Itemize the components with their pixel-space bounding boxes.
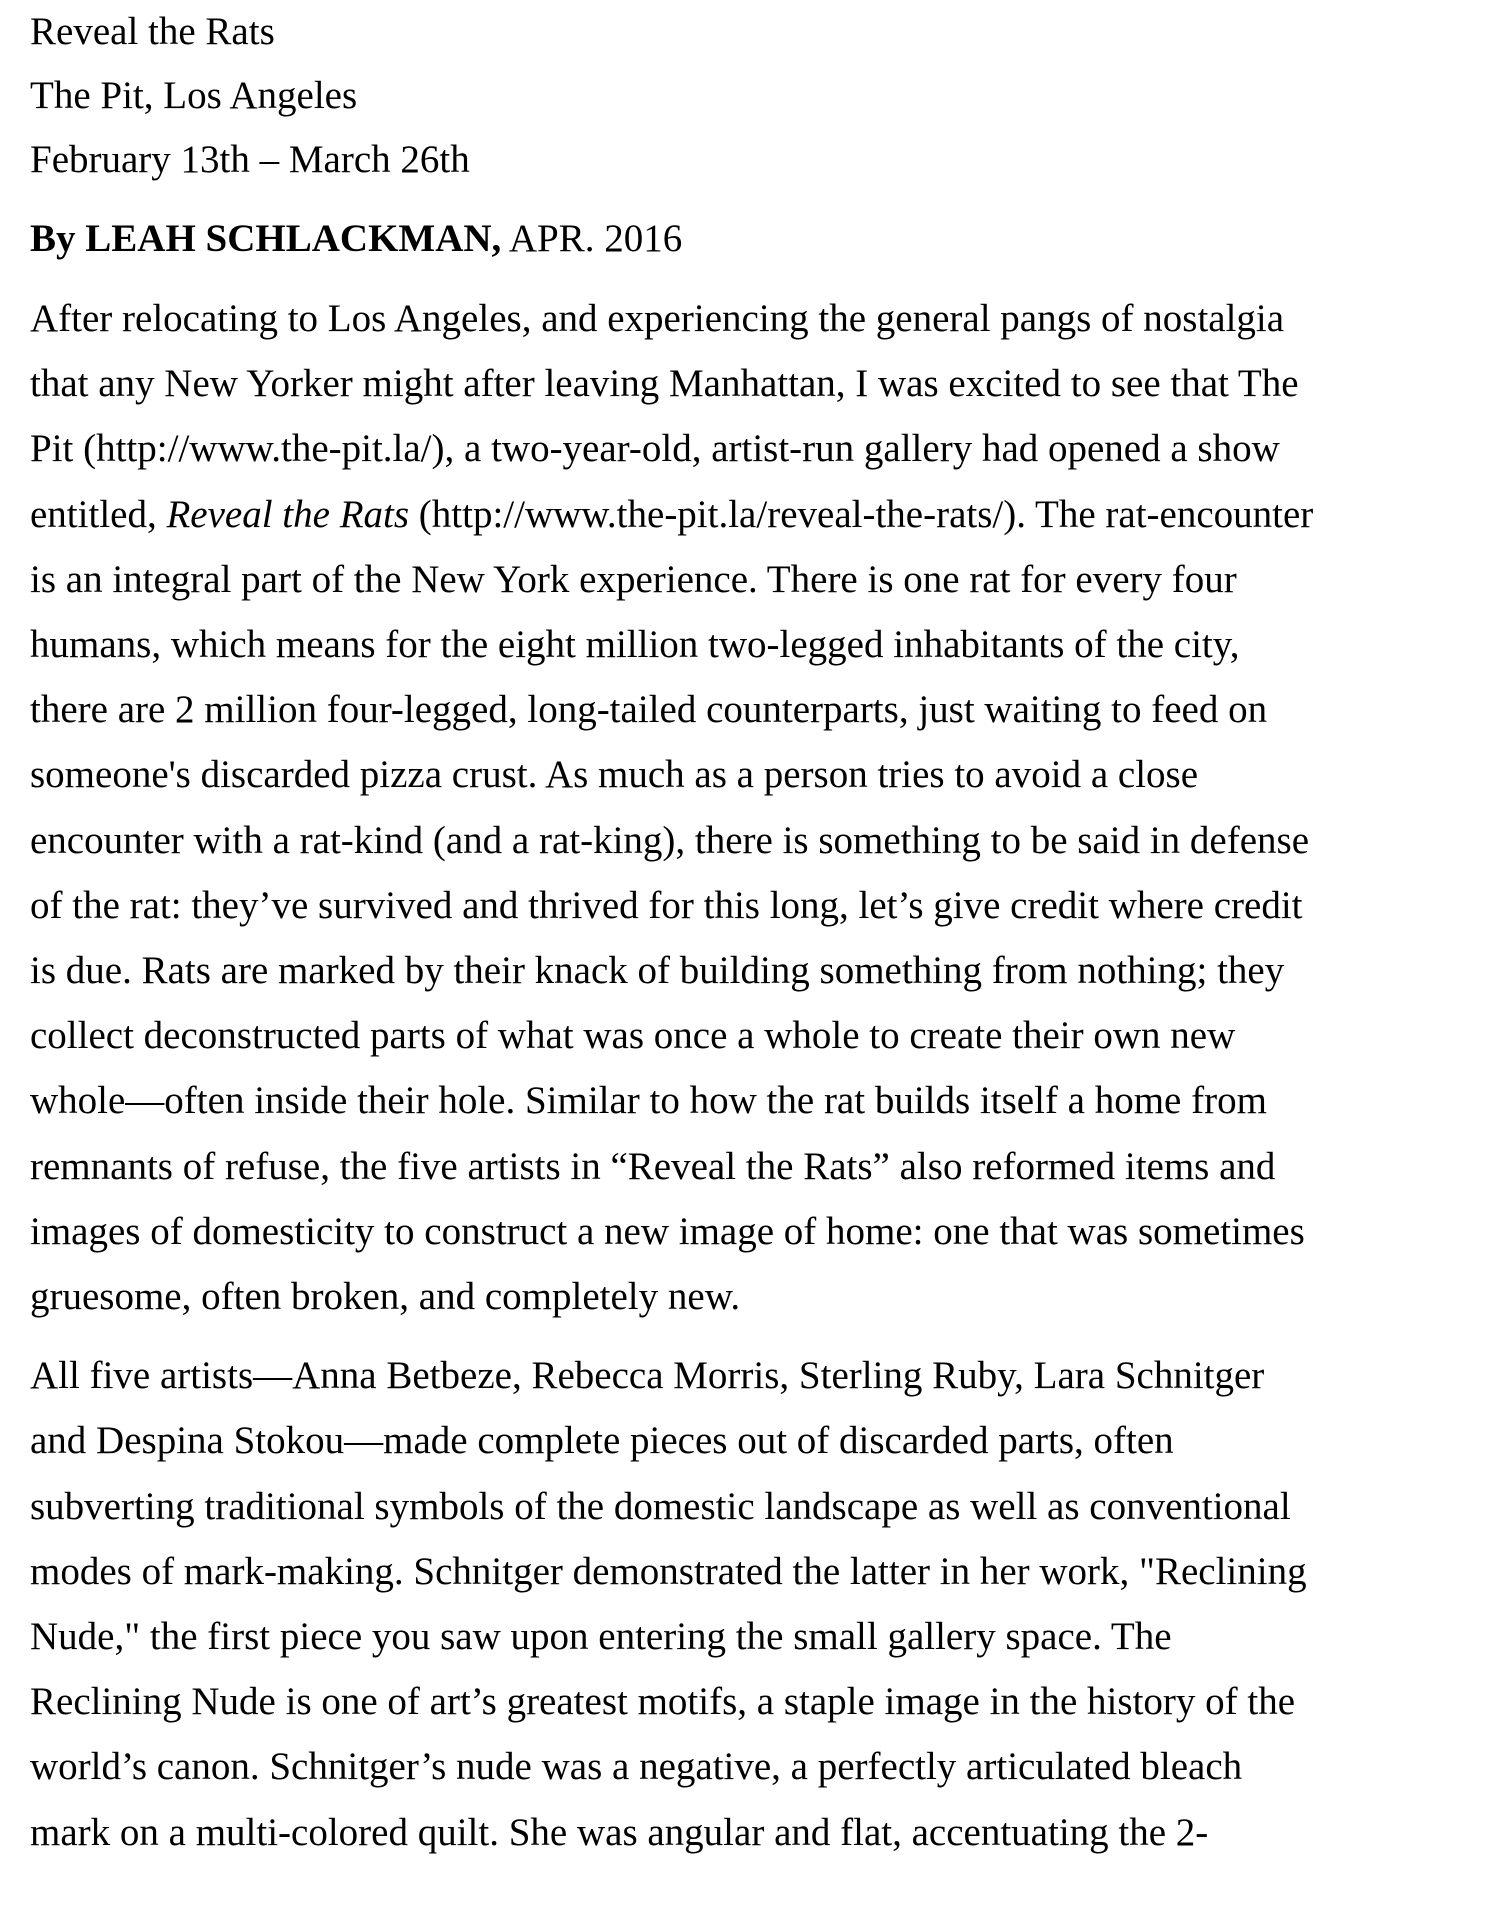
text-line: of the rat: they’ve survived and thrived for this long, let’s give credit where credit	[30, 883, 1303, 927]
text-line: humans, which means for the eight million two-legged inhabitants of the city,	[30, 623, 1240, 667]
author-name: By LEAH SCHLACKMAN,	[30, 217, 502, 260]
show-title-italic: Reveal the Rats	[166, 492, 410, 536]
text-line: After relocating to Los Angeles, and experiencing the general pangs of nostalgia	[30, 297, 1285, 340]
text-line: encounter with a rat-kind (and a rat-king), there is something to be said in defense	[30, 818, 1310, 862]
text-line: is due. Rats are marked by their knack of building something from nothing; they	[30, 949, 1285, 993]
text-line: Reclining Nude is one of art’s greatest motifs, a staple image in the history of the	[30, 1680, 1296, 1724]
text-line: modes of mark-making. Schnitger demonstrated the latter in her work, "Reclining	[30, 1549, 1307, 1593]
paragraph-1	[30, 286, 1470, 1329]
text-line: someone's discarded pizza crust. As much as a person tries to avoid a close	[30, 753, 1199, 797]
text-line: and Despina Stokou—made complete pieces out of discarded parts, often	[30, 1419, 1174, 1463]
text-line: whole—often inside their hole. Similar to how the rat builds itself a home from	[30, 1079, 1267, 1123]
exhibition-dates: February 13th – March 26th	[30, 138, 470, 181]
paragraph-2	[30, 1343, 1470, 1865]
text-line: remnants of refuse, the five artists in “Reveal the Rats” also reformed items and	[30, 1144, 1276, 1188]
text-line: mark on a multi-colored quilt. She was angular and flat, accentuating the 2-	[30, 1810, 1209, 1854]
exhibition-title: Reveal the Rats	[30, 10, 275, 53]
publish-date: APR. 2016	[501, 217, 683, 260]
show-link-text: (http://www.the-pit.la/reveal-the-rats/). The rat-encounter	[409, 492, 1314, 536]
exhibition-header	[30, 0, 1470, 192]
text-line: images of domesticity to construct a new image of home: one that was sometimes	[30, 1209, 1305, 1253]
text-segment: entitled,	[30, 492, 167, 536]
text-line: there are 2 million four-legged, long-tailed counterparts, just waiting to feed on	[30, 688, 1268, 732]
text-line: collect deconstructed parts of what was once a whole to create their own new	[30, 1014, 1236, 1058]
text-line: world’s canon. Schnitger’s nude was a negative, a perfectly articulated bleach	[30, 1745, 1243, 1789]
text-line: that any New Yorker might after leaving Manhattan, I was excited to see that The	[30, 362, 1299, 406]
text-line: is an integral part of the New York experience. There is one rat for every four	[30, 557, 1237, 601]
text-line: Nude," the first piece you saw upon entering the small gallery space. The	[30, 1615, 1172, 1659]
text-line-with-title	[30, 482, 1470, 547]
text-line: All five artists—Anna Betbeze, Rebecca Morris, Sterling Ruby, Lara Schnitger	[30, 1354, 1265, 1398]
exhibition-venue: The Pit, Los Angeles	[30, 74, 358, 117]
text-line: Pit (http://www.the-pit.la/), a two-year-old, artist-run gallery had opened a show	[30, 427, 1280, 471]
text-line: gruesome, often broken, and completely new.	[30, 1275, 741, 1319]
text-line: subverting traditional symbols of the domestic landscape as well as conventional	[30, 1484, 1291, 1528]
byline	[30, 214, 1470, 264]
